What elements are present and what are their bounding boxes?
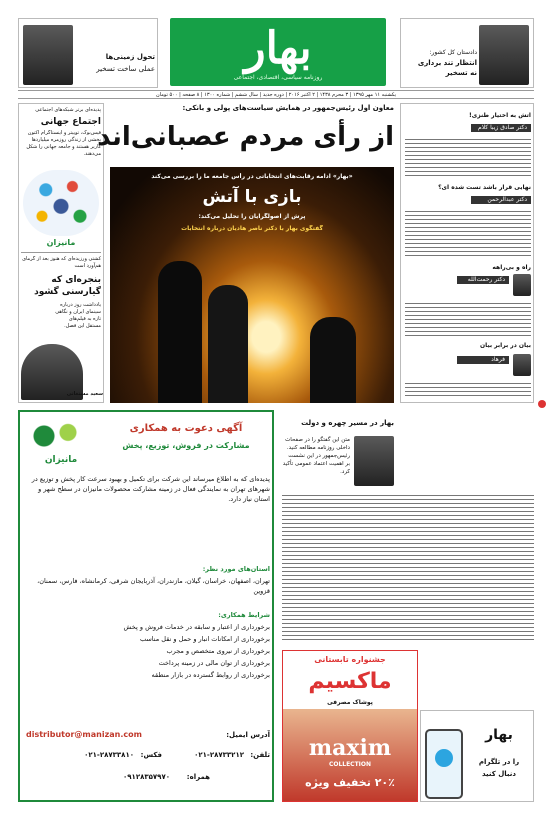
column-kicker: کشتی ورزیده‌ای که هنوز بعد از گرمای هم‌آورد است (22, 256, 101, 269)
ad-regions-title: استان‌های مورد نظر: (202, 565, 270, 573)
telegram-icon (435, 749, 453, 767)
article-columns (282, 492, 534, 642)
recruitment-ad (18, 410, 274, 802)
column-title: بنجره‌ای که گیارسنی گشود (34, 275, 101, 297)
maxim-tag: پوشاک مصرفی (327, 699, 373, 706)
masthead-right-promo (400, 18, 534, 88)
right-column (400, 103, 534, 403)
sec4-title: بیان در برابر بیان (480, 342, 531, 349)
sec2-title: نهایی قرار باشد تست شده ای؟ (438, 184, 531, 191)
ad-body: پدیده‌ای که به اطلاع میرساند این شرکت برای تکمیل و بهبود سرعت کار پخش و توزیع در شهرهای تهران به نمایندگی فعال در زمینه مشارکت محصولات مانیزان در سطح شهر و استان نیاز دارد. (31, 475, 270, 503)
article-title: بهار در مسیر چهره و دولت (301, 419, 394, 427)
ad-email[interactable]: distributor@manizan.com (26, 730, 142, 739)
ad-fax: ۰۲۱-۲۸۷۳۳۸۱۰ (84, 751, 134, 759)
telegram-logo: بهار (485, 727, 513, 743)
telegram-line2: دنبال کنید (481, 770, 517, 778)
left-kicker: پدیده‌ای برتر شبکه‌های اجتماعی (35, 107, 101, 113)
left-body: فیس‌بوک، توییتر و اینستاگرام اکنون بخشی از زندگی روزمره میلیاردها کاربر هستند و جامعه جهانی را شکل می‌دهند. (26, 130, 101, 157)
right-promo-kicker: دادستان کل کشور: (429, 49, 477, 56)
headline-overline: معاون اول رئیس‌جمهور در همایش سیاست‌های پولی و بانکی: (182, 104, 394, 112)
figure-silhouette-left (158, 261, 202, 403)
sec2-author: دکتر عبدالرحمن (471, 196, 531, 204)
ad-title: آگهی دعوت به همکاری (129, 423, 243, 434)
left-title: اجتماع جهانی (40, 117, 101, 127)
sec1-author: دکتر صادق زیبا کلام (471, 124, 531, 132)
ad-regions: تهران، اصفهان، خراسان، گیلان، مازندران، آذربایجان شرقی، کرمانشاه، فارس، سمنان، قزوین (37, 577, 270, 595)
figure-silhouette-right (310, 317, 356, 403)
maxim-top: جشنواره تابستانی (314, 655, 386, 664)
logo-sub: روزنامه سیاسی، اقتصادی، اجتماعی (233, 74, 323, 81)
ad-fax-label: فکس: (140, 751, 162, 759)
ad-mobile-label: همراه: (186, 773, 210, 781)
page-marker-dot (538, 400, 546, 408)
ad-phone: ۰۲۱-۲۸۷۳۳۲۱۲ (194, 751, 244, 759)
right-promo-sub: نه تسخیر (445, 69, 477, 77)
ad-phone-label: تلفن: (250, 751, 270, 759)
ad-conditions-title: شرایط همکاری: (218, 611, 270, 619)
date-line: یکشنبه ۱۱ مهر ۱۳۹۵ | ۳ محرم ۱۴۳۸ | ۲ اکتبر ۲۰۱۶ | دوره جدید | سال ششم | شماره ۱۳۰۰ | ۸ صفحه | ۵۰۰ تومان (18, 90, 534, 99)
article-body: متن این گفتگو را در صفحات داخلی روزنامه مطالعه کنید. رئیس‌جمهور در این نشست بر اهمیت اعتماد عمومی تأکید کرد. (282, 437, 350, 475)
telegram-line1: را در تلگرام (478, 758, 520, 766)
cleric-portrait (479, 25, 529, 85)
manizan-logo-icon (26, 418, 86, 454)
social-icons-cluster (23, 170, 99, 236)
sec3-title: راه و بی‌راهه (492, 264, 531, 271)
ad-condition-4: برخورداری از توان مالی در زمینه پرداخت (158, 659, 270, 667)
article-portrait (354, 436, 394, 486)
figure-silhouette-center (208, 285, 248, 403)
masthead-logo (170, 18, 386, 86)
masthead-left-promo (18, 18, 158, 88)
headline-title: از رأی مردم عصبانی‌اند (97, 122, 394, 152)
left-column (18, 103, 104, 403)
maxim-discount: ۲۰٪ تخفیف ویژه (305, 776, 395, 789)
column-body: یادداشت روز درباره سینمای ایران و نگاهی تازه به فیلم‌های مستقل این فصل. (55, 302, 101, 329)
column-author: سعید مستغاثی (66, 391, 103, 397)
ad-condition-2: برخورداری از امکانات انبار و حمل و نقل مناسب (139, 635, 270, 643)
photo-subtitle: پرش از اصولگرایان را تحلیل می‌کند: (198, 213, 306, 220)
photo-caption: گفتگوی بهار با دکتر ناصر هادیان درباره انتخابات (181, 225, 323, 232)
sec4-author: فرهاد (457, 356, 509, 364)
maxim-collection: COLLECTION (328, 761, 372, 768)
sec1-title: آتش به اختیار طنزی! (468, 112, 531, 119)
sec4-portrait (513, 354, 531, 376)
ad-condition-1: برخورداری از اعتبار و سابقه در خدمات فروش و پخش (123, 623, 270, 631)
main-photo (110, 167, 394, 403)
maxim-brand: ماکسیم (308, 669, 392, 694)
sec3-portrait (513, 274, 531, 296)
left-promo-title: تحول زمینی‌ها (105, 53, 155, 61)
maxim-latin: maxim (308, 735, 392, 761)
ad-condition-3: برخورداری از نیروی متخصص و مجرب (166, 647, 270, 655)
ad-subtitle: مشارکت در فروش، توزیع، پخش (122, 441, 250, 450)
sec4-text (405, 380, 531, 398)
brand-caption: مانیزان (46, 238, 76, 247)
right-promo-title: انتظار تند برداری (417, 59, 477, 67)
ad-brand: مانیزان (44, 455, 78, 465)
telegram-ad (420, 710, 534, 802)
sec1-text (405, 136, 531, 176)
logo-text: بهار (244, 23, 312, 74)
divider (21, 252, 101, 253)
left-promo-sub: عملی ساخت تسخیر (96, 65, 155, 73)
official-portrait (23, 25, 73, 85)
ad-mobile: ۰۹۱۲۸۳۵۷۹۷۰ (123, 773, 170, 781)
maxim-ad (282, 650, 418, 802)
photo-kicker: «بهار» ادامه رقابت‌های انتخاباتی در رأس جامعه ما را بررسی می‌کند (151, 173, 353, 180)
photo-title: بازی با آتش (202, 187, 302, 207)
sec3-author: دکتر رحمت‌الله (457, 276, 509, 284)
sec2-text (405, 208, 531, 256)
ad-email-label: آدرس ایمیل: (226, 731, 270, 739)
sec3-text (405, 300, 531, 336)
ad-condition-5: برخورداری از روابط گسترده در بازار منطقه (151, 671, 270, 679)
